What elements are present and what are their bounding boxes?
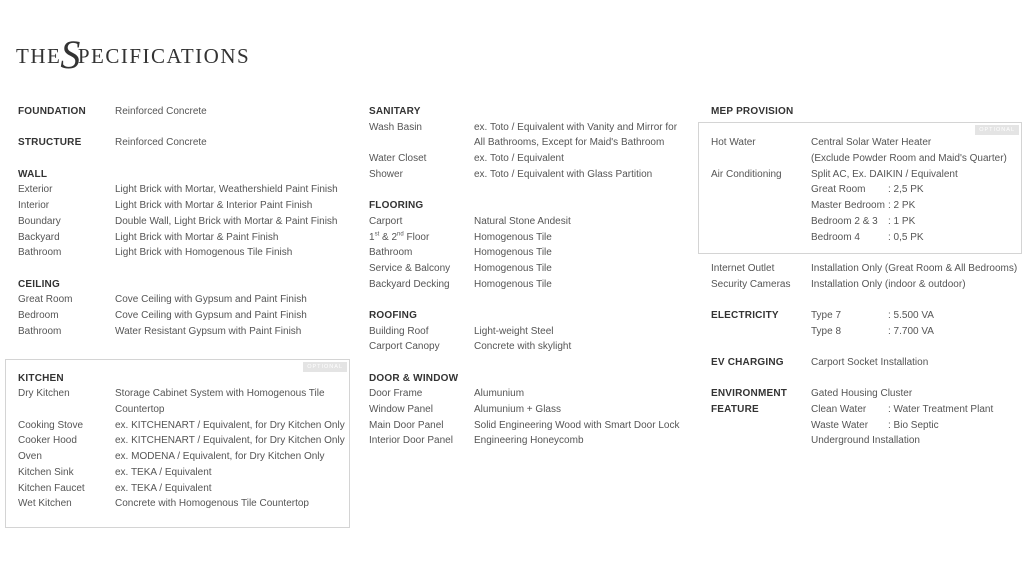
spec-row: Cooking Stove ex. KITCHENART / Equivalent, for Dry Kitchen Only	[18, 419, 345, 431]
spec-row: Exterior Light Brick with Mortar, Weathershield Paint Finish	[18, 184, 338, 196]
spec-column-2	[369, 104, 679, 449]
spec-row: Interior Door Panel Engineering Honeycomb	[369, 435, 584, 447]
spec-row: Main Door Panel Solid Engineering Wood with Smart Door Lock	[369, 419, 680, 431]
spec-row: Internet Outlet Installation Only (Great Room & All Bedrooms)	[711, 262, 1018, 274]
door-window-heading: DOOR & WINDOW	[369, 372, 459, 384]
electricity-row: ELECTRICITY Type 7 : 5.500 VA	[711, 309, 934, 321]
spec-row: Building Roof Light-weight Steel	[369, 325, 554, 337]
spec-row: Bedroom Cove Ceiling with Gypsum and Paint Finish	[18, 309, 307, 321]
ac-room-row: Great Room : 2,5 PK	[811, 184, 924, 196]
environment-row: FEATURE Clean Water : Water Treatment Plant	[711, 404, 994, 416]
spec-row: Air Conditioning Split AC, Ex. DAIKIN / Equivalent	[711, 168, 958, 180]
spec-row: (Exclude Powder Room and Maid's Quarter)	[811, 153, 1007, 165]
spec-row: Great Room Cove Ceiling with Gypsum and Paint Finish	[18, 294, 307, 306]
spec-row: Carport Natural Stone Andesit	[369, 215, 571, 227]
ac-room-row: Master Bedroom : 2 PK	[811, 200, 916, 212]
roofing-heading: ROOFING	[369, 309, 418, 321]
spec-column-3	[711, 104, 1017, 449]
wall-heading: WALL	[18, 168, 48, 180]
spec-row: Backyard Decking Homogenous Tile	[369, 278, 552, 290]
spec-row: Bathroom Light Brick with Homogenous Tile Finish	[18, 247, 293, 259]
ac-room-row: Bedroom 2 & 3 : 1 PK	[811, 215, 916, 227]
foundation-row: FOUNDATION Reinforced Concrete	[18, 106, 207, 117]
spec-row: All Bathrooms, Except for Maid's Bathroom	[474, 137, 665, 149]
spec-row: Interior Light Brick with Mortar & Interior Paint Finish	[18, 200, 313, 212]
spec-row: Kitchen Sink ex. TEKA / Equivalent	[18, 466, 212, 478]
kitchen-heading: KITCHEN	[18, 372, 64, 384]
ac-room-row: Bedroom 4 : 0,5 PK	[811, 231, 924, 243]
environment-row: Underground Installation	[811, 435, 920, 447]
spec-row: Security Cameras Installation Only (indoor & outdoor)	[711, 278, 966, 290]
spec-row: Bathroom Water Resistant Gypsum with Paint Finish	[18, 325, 302, 337]
spec-row: Oven ex. MODENA / Equivalent, for Dry Kitchen Only	[18, 451, 325, 463]
spec-row: Door Frame Alumunium	[369, 388, 525, 400]
ev-charging-row: EV CHARGING Carport Socket Installation	[711, 357, 929, 368]
environment-row: Waste Water : Bio Septic	[811, 419, 939, 431]
spec-row: Cooker Hood ex. KITCHENART / Equivalent, for Dry Kitchen Only	[18, 435, 345, 447]
optional-badge: OPTIONAL	[975, 125, 1019, 135]
spec-row: Wet Kitchen Concrete with Homogenous Tile Countertop	[18, 498, 309, 510]
structure-row: STRUCTURE Reinforced Concrete	[18, 137, 207, 149]
spec-row: Boundary Double Wall, Light Brick with Mortar & Paint Finish	[18, 215, 338, 227]
environment-row: ENVIRONMENT Gated Housing Cluster	[711, 388, 913, 400]
flooring-heading: FLOORING	[369, 200, 424, 212]
ceiling-heading: CEILING	[18, 278, 60, 290]
spec-row: Kitchen Faucet ex. TEKA / Equivalent	[18, 482, 212, 494]
mep-heading: MEP PROVISION	[711, 106, 794, 117]
spec-row: Countertop	[115, 404, 165, 416]
spec-row: Wash Basin ex. Toto / Equivalent with Vanity and Mirror for	[369, 121, 678, 133]
spec-row: Water Closet ex. Toto / Equivalent	[369, 153, 564, 165]
spec-row: Backyard Light Brick with Mortar & Paint Finish	[18, 231, 279, 243]
spec-row: Service & Balcony Homogenous Tile	[369, 262, 552, 274]
spec-row: Bathroom Homogenous Tile	[369, 247, 552, 259]
spec-row: Window Panel Alumunium + Glass	[369, 404, 561, 416]
title-script-letter: S	[60, 32, 82, 77]
spec-row: Dry Kitchen Storage Cabinet System with Homogenous Tile	[18, 388, 325, 400]
spec-row: Carport Canopy Concrete with skylight	[369, 341, 572, 353]
spec-row: 1st & 2nd Floor Homogenous Tile	[369, 231, 552, 243]
spec-column-1	[18, 104, 345, 512]
page-title: THESPECIFICATIONS	[16, 32, 251, 77]
sanitary-heading: SANITARY	[369, 106, 421, 117]
spec-row: Hot Water Central Solar Water Heater	[711, 137, 932, 149]
electricity-row: Type 8 : 7.700 VA	[811, 325, 934, 337]
spec-row: Shower ex. Toto / Equivalent with Glass Partition	[369, 168, 653, 180]
optional-badge: OPTIONAL	[303, 362, 347, 372]
